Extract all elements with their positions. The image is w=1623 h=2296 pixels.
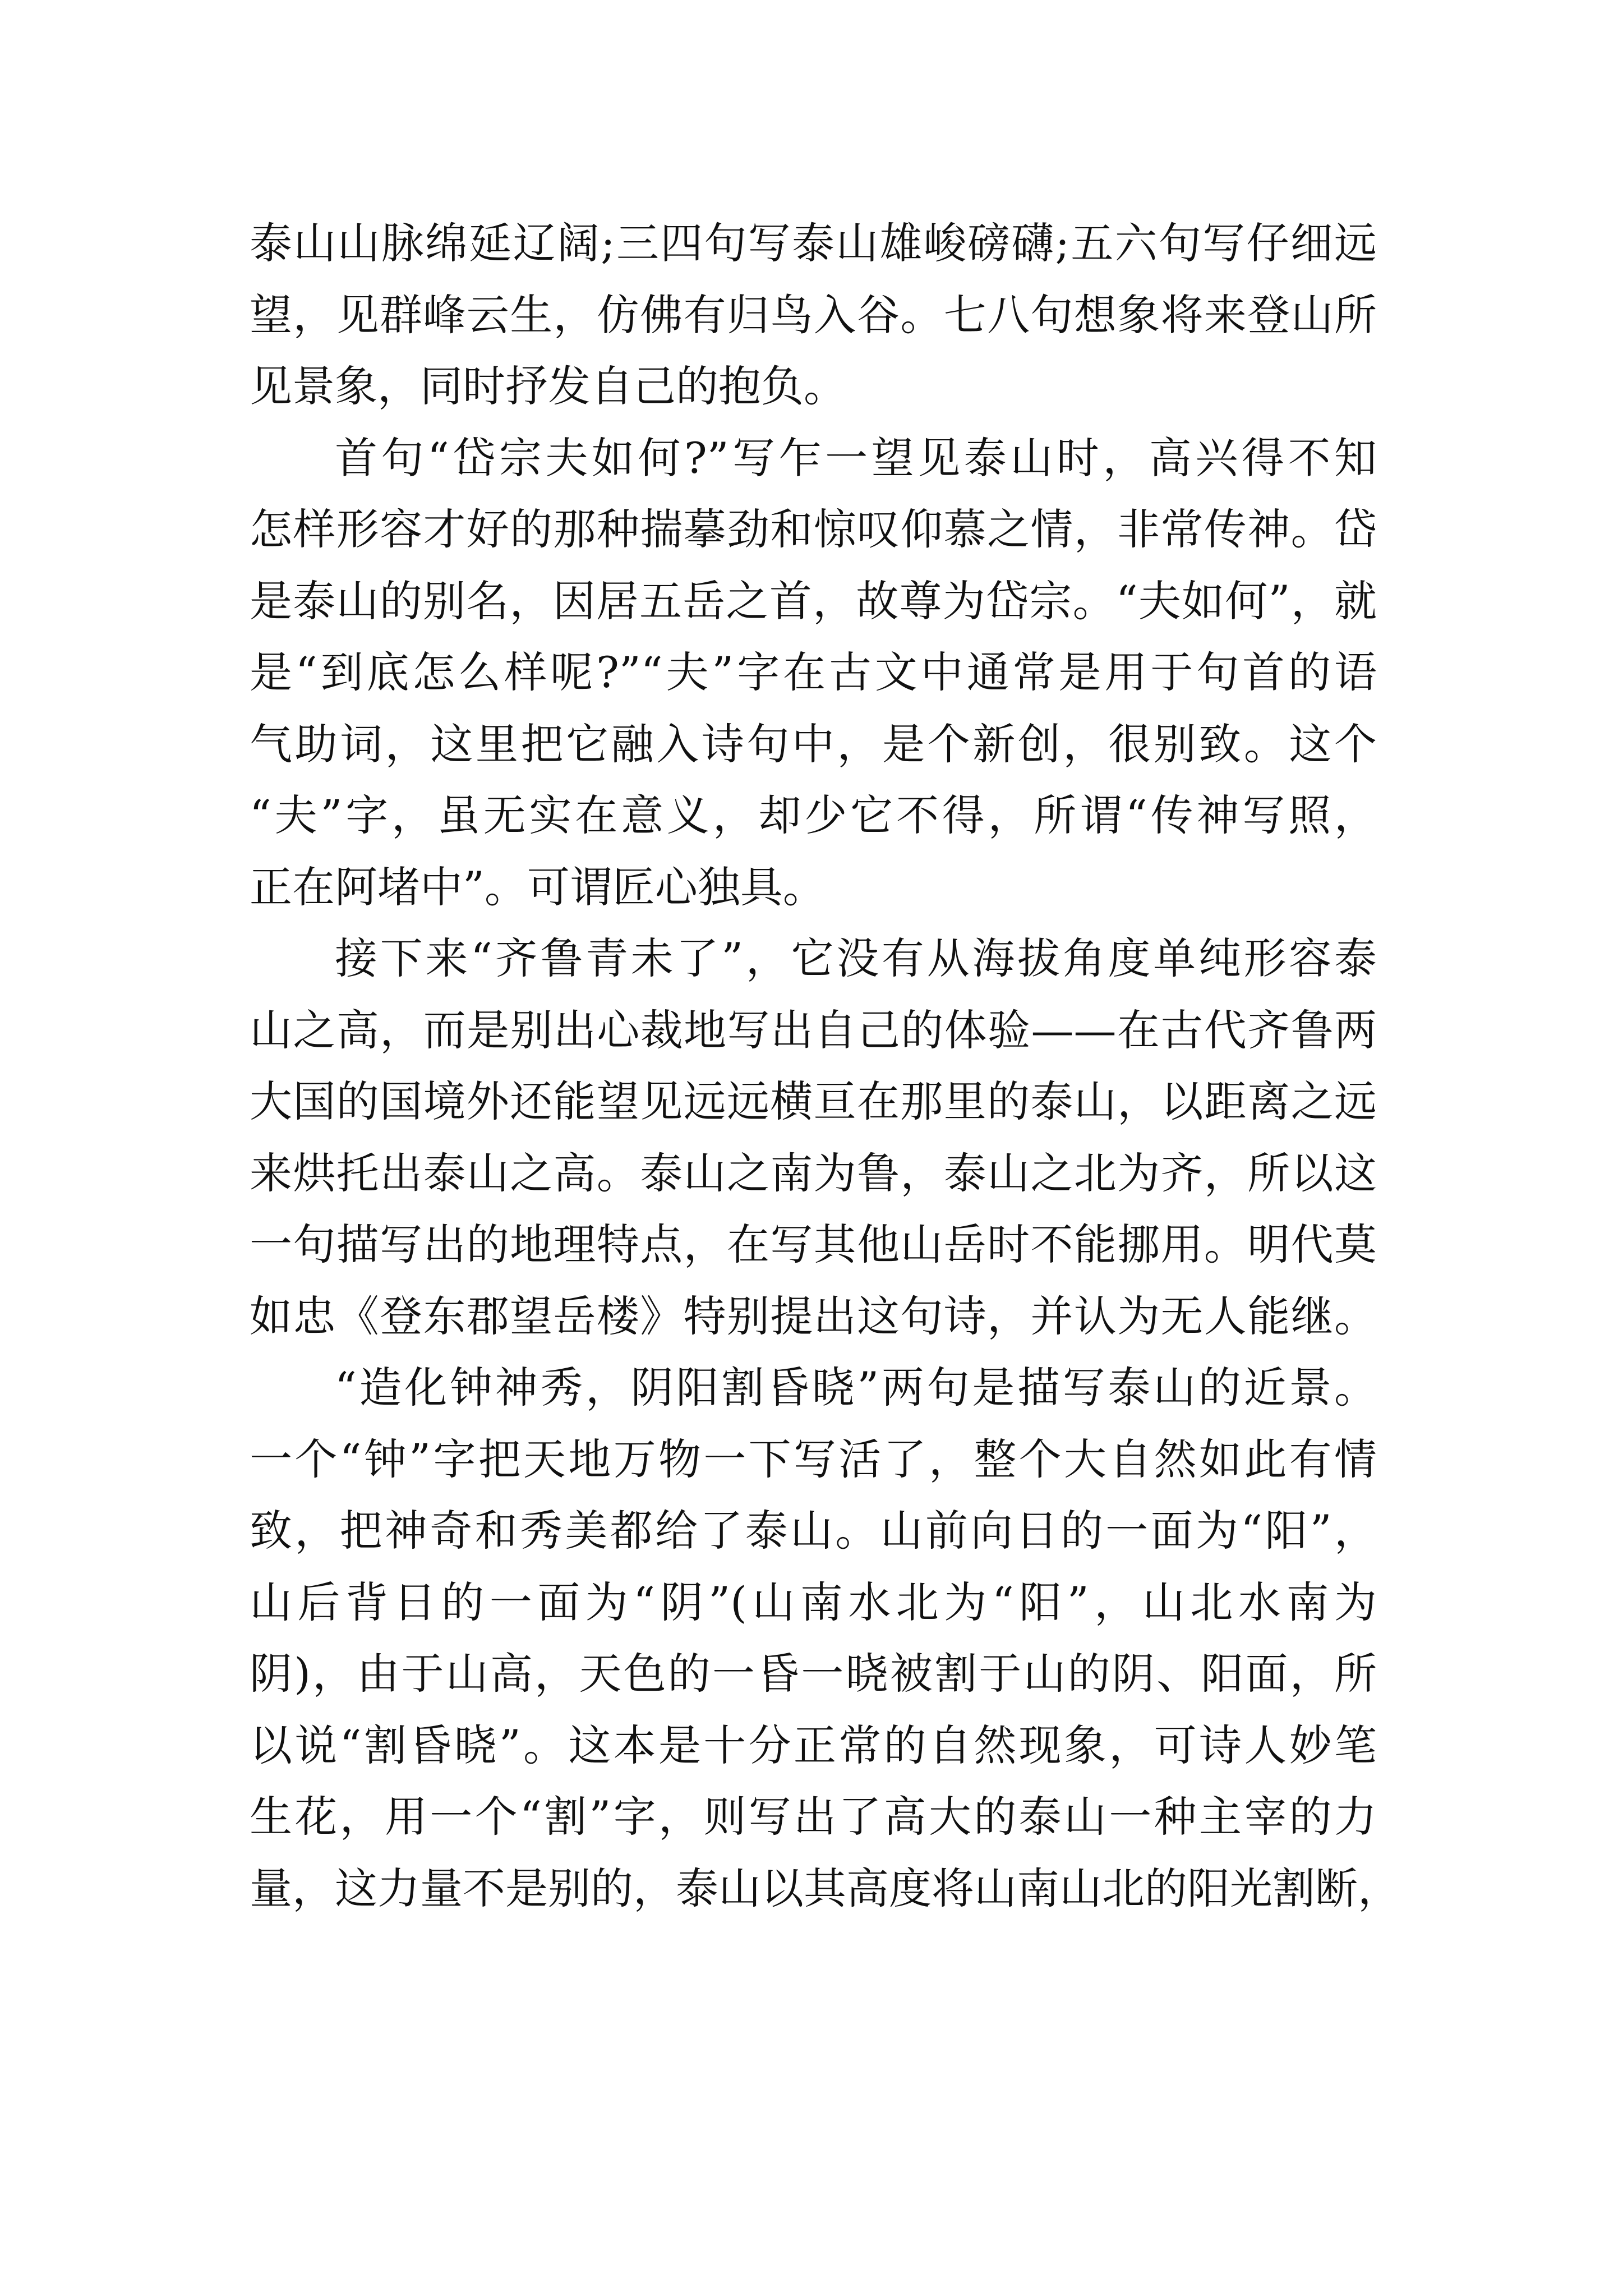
- article-body: [250, 208, 1400, 1924]
- text-line: 生花，用一个“割”字，则写出了高大的泰山一种主宰的力: [250, 1792, 1377, 1842]
- text-line: “造化钟神秀，阴阳割昏晓”两句是描写泰山的近景。: [335, 1363, 1377, 1412]
- text-line: 量，这力量不是别的，泰山以其高度将山南山北的阳光割断，: [250, 1863, 1400, 1913]
- paragraph: [250, 1352, 1400, 1924]
- text-line: “夫”字，虽无实在意义，却少它不得，所谓“传神写照，: [250, 790, 1377, 840]
- paragraph: [250, 208, 1377, 422]
- paragraph: [250, 422, 1377, 923]
- text-line: 是泰山的别名，因居五岳之首，故尊为岱宗。“夫如何”，就: [250, 576, 1377, 626]
- text-line: 阴)，由于山高，天色的一昏一晓被割于山的阴、阳面，所: [250, 1649, 1377, 1699]
- text-line: 泰山山脉绵延辽阔;三四句写泰山雄峻磅礴;五六句写仔细远: [250, 218, 1377, 268]
- text-line: 以说“割昏晓”。这本是十分正常的自然现象，可诗人妙笔: [250, 1720, 1377, 1770]
- text-line: 山之高，而是别出心裁地写出自己的体验——在古代齐鲁两: [250, 1005, 1377, 1055]
- text-line: 大国的国境外还能望见远远横亘在那里的泰山，以距离之远: [250, 1076, 1377, 1126]
- text-line: 气助词，这里把它融入诗句中，是个新创，很别致。这个: [250, 719, 1377, 769]
- text-line: 致，把神奇和秀美都给了泰山。山前向日的一面为“阳”，: [250, 1506, 1377, 1556]
- text-line: 一个“钟”字把天地万物一下写活了，整个大自然如此有情: [250, 1434, 1377, 1484]
- text-line: 是“到底怎么样呢?”“夫”字在古文中通常是用于句首的语: [250, 647, 1377, 697]
- text-line: 怎样形容才好的那种揣摹劲和惊叹仰慕之情，非常传神。岱: [250, 504, 1377, 554]
- text-line: 正在阿堵中”。可谓匠心独具。: [250, 862, 826, 912]
- text-line: 来烘托出泰山之高。泰山之南为鲁，泰山之北为齐，所以这: [250, 1148, 1377, 1198]
- text-line: 首句“岱宗夫如何?”写乍一望见泰山时，高兴得不知: [335, 432, 1377, 483]
- text-line: 一句描写出的地理特点，在写其他山岳时不能挪用。明代莫: [250, 1220, 1377, 1269]
- paragraph: [250, 923, 1377, 1352]
- text-line: 见景象，同时抒发自己的抱负。: [250, 361, 846, 411]
- text-line: 望，见群峰云生，仿佛有归鸟入谷。七八句想象将来登山所: [250, 289, 1377, 340]
- text-line: 山后背日的一面为“阴”(山南水北为“阳”，山北水南为: [250, 1577, 1377, 1627]
- text-line: 如忠《登东郡望岳楼》特别提出这句诗，并认为无人能继。: [250, 1291, 1377, 1341]
- text-line: 接下来“齐鲁青未了”，它没有从海拔角度单纯形容泰: [335, 933, 1377, 983]
